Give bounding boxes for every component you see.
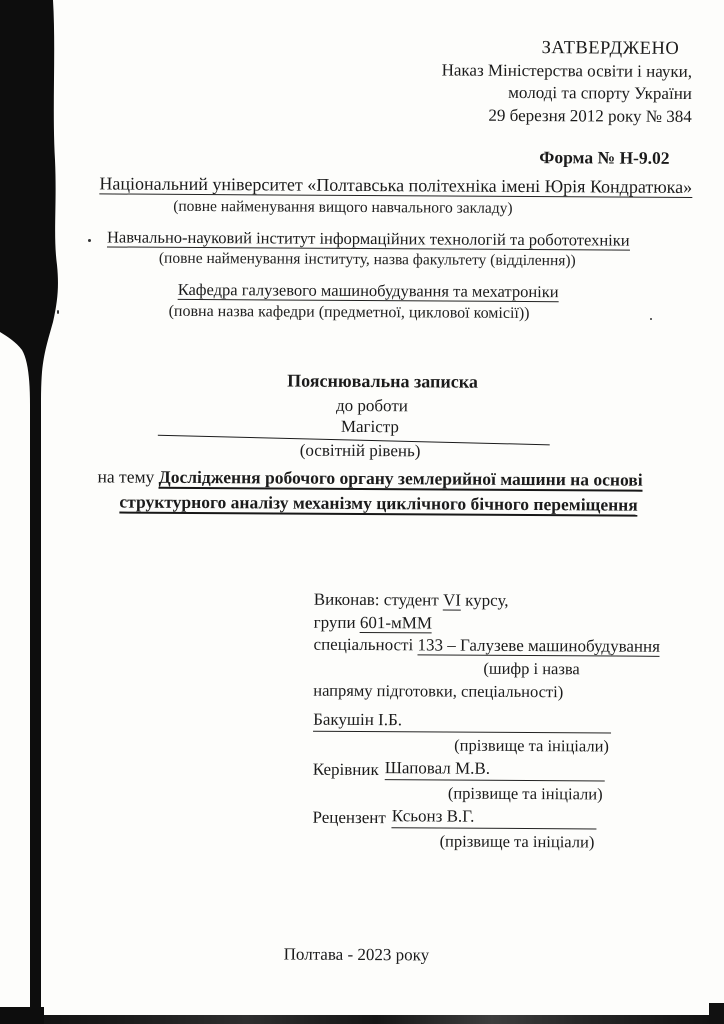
signature-row [313,757,605,782]
doc-title: Пояснювальна записка [287,370,478,392]
specialty: 133 – Галузеве машинобудування [417,635,661,657]
signature-line [313,709,611,734]
scan-edge-artifact [0,0,70,1024]
institute-name: Навчально-науковий інститут інформаційних технологій та робототехніки [106,227,630,250]
signer-role: Рецензент [312,807,386,828]
scan-speck [88,239,91,242]
executor-line-3: спеціальності 133 – Галузеве машинобудування [313,635,661,657]
scan-speck [650,318,652,320]
university-caption: (повне найменування вищого навчального закладу) [173,197,513,217]
department-name: Кафедра галузевого машинобудування та мехатроніки [177,279,559,302]
signature-line [392,805,597,829]
institute-caption: (повне найменування інституту, назва факультету (відділення)) [158,249,576,270]
topic-text-2: структурного аналізу механізму циклічного бічного переміщення [119,491,638,515]
university-name: Національний університет «Полтавська політехніка імені Юрія Кондратюка» [99,173,693,198]
scan-speck [57,310,59,314]
student-group: 601-мММ [359,612,433,633]
approval-order-line-1: Наказ Міністерства освіти і науки, [441,60,693,81]
form-number: Форма № Н-9.02 [539,147,670,168]
signer-name: Ксьонз В.Г. [391,806,475,826]
signature-row [312,805,596,830]
signer-role: Керівник [312,759,379,780]
executor-line-2: групи 601-мММ [313,612,433,633]
spec-caption-1: (шифр і назва [483,658,580,679]
topic-prefix: на тему [97,466,159,487]
approval-order-line-3: 29 березня 2012 року № 384 [488,105,692,126]
signature-caption: (прізвище та ініціали) [454,735,610,756]
executor-block [313,589,706,705]
department-caption: (повна назва кафедри (предметної, циклової комісії)) [168,302,530,323]
student-course: VI [442,590,461,610]
footer-city-year: Полтава - 2023 року [283,944,430,965]
topic-line-1 [98,466,643,490]
approval-block [392,36,693,128]
scan-bottom-band [0,1015,724,1024]
approval-order-line-2: молоді та спорту України [508,83,692,104]
level-caption: (освітній рівень) [299,440,421,461]
education-level: Магістр [340,416,400,437]
signer-name: Шаповал М.В. [384,758,491,778]
executor-line-1: Виконав: студент VI курсу, [313,589,509,610]
topic-line-2 [119,492,637,516]
signatures-block [312,709,615,855]
scan-bottom-right-corner [709,1003,724,1024]
scan-bottom-left-corner [0,1007,44,1024]
signer-name: Бакушін І.Б. [313,709,403,730]
signature-row [313,709,611,734]
signature-line [385,757,605,781]
topic-text-1: Дослідження робочого органу землерийної машини на основі [158,466,643,490]
approval-stamp: ЗАТВЕРДЖЕНО [541,38,680,59]
signature-caption: (прізвище та ініціали) [447,783,603,804]
spec-caption-2: напряму підготовки, спеціальності) [313,680,564,702]
signature-caption: (прізвище та ініціали) [439,831,595,852]
doc-subtitle: до роботи [335,395,408,416]
